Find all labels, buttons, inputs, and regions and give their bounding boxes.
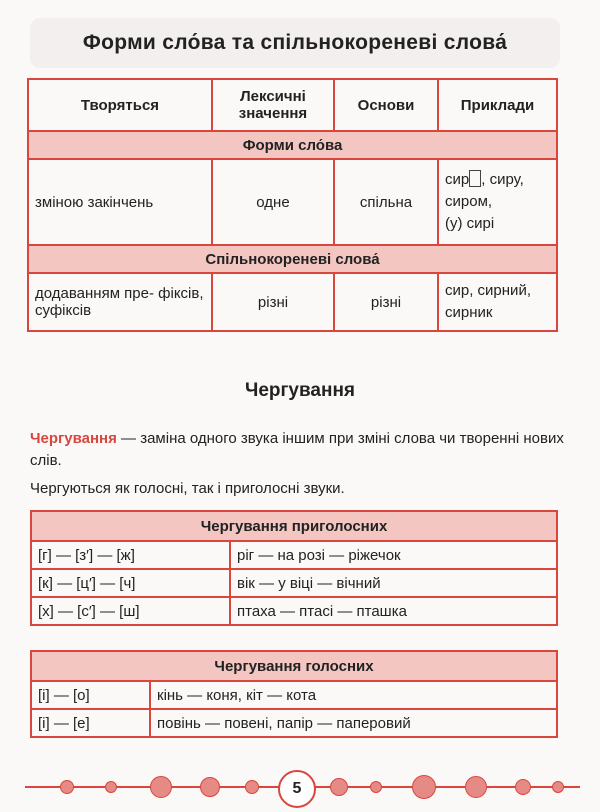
col-header-base: Основи — [334, 79, 438, 131]
decor-dot — [515, 779, 531, 795]
definition-term: Чергування — [30, 430, 117, 447]
decor-dot — [245, 780, 259, 794]
sounds-cell: [г] — [з′] — [ж] — [31, 541, 230, 569]
word-forms-table — [27, 78, 558, 332]
sounds-cell: [і] — [о] — [31, 681, 150, 709]
note-paragraph: Чергуються як голосні, так і приголосні звуки. — [30, 480, 345, 497]
page-title: Форми сло́ва та спільнокореневі слова́ — [30, 18, 560, 68]
section-cognates: Спільнокореневі слова́ — [28, 245, 557, 273]
cell-creation: зміною закінчень — [28, 159, 212, 245]
consonant-alternation-table — [30, 510, 558, 626]
cell-creation: додаванням пре- фіксів, суфіксів — [28, 273, 212, 331]
decor-dot — [60, 780, 74, 794]
cell-base: різні — [334, 273, 438, 331]
decor-dot — [465, 776, 487, 798]
example-word: сирник — [445, 304, 493, 321]
table-header: Чергування голосних — [31, 651, 557, 681]
cell-examples — [438, 159, 557, 245]
col-header-creation: Творяться — [28, 79, 212, 131]
decor-dot — [330, 778, 348, 796]
decor-dot — [370, 781, 382, 793]
page-number: 5 — [278, 770, 316, 808]
definition-paragraph — [30, 428, 570, 472]
decor-dot — [552, 781, 564, 793]
example-cell: вік — у віці — вічний — [230, 569, 557, 597]
example-word: сир, сирний, — [445, 282, 531, 299]
zero-ending-box — [469, 170, 481, 187]
sounds-cell: [і] — [е] — [31, 709, 150, 737]
section-heading: Чергування — [244, 380, 356, 401]
example-word: сир — [445, 171, 470, 188]
cell-meaning: різні — [212, 273, 334, 331]
cell-meaning: одне — [212, 159, 334, 245]
definition-text: — заміна одного звука іншим при зміні слова чи творенні нових слів. — [30, 430, 564, 469]
decor-dot — [412, 775, 436, 799]
sounds-cell: [к] — [ц′] — [ч] — [31, 569, 230, 597]
section-word-forms: Форми сло́ва — [28, 131, 557, 159]
cell-base: спільна — [334, 159, 438, 245]
table-header: Чергування приголосних — [31, 511, 557, 541]
decor-dot — [105, 781, 117, 793]
sounds-cell: [х] — [с′] — [ш] — [31, 597, 230, 625]
example-cell: ріг — на розі — ріжечок — [230, 541, 557, 569]
col-header-meaning: Лексичні значення — [212, 79, 334, 131]
vowel-alternation-table — [30, 650, 558, 738]
example-word: сиром, — [445, 193, 493, 210]
example-word: , сиру, — [481, 171, 524, 188]
example-word: (у) сирі — [445, 215, 495, 232]
example-cell: кінь — коня, кіт — кота — [150, 681, 557, 709]
decor-dot — [150, 776, 172, 798]
example-cell: птаха — птасі — пташка — [230, 597, 557, 625]
cell-examples — [438, 273, 557, 331]
example-cell: повінь — повені, папір — паперовий — [150, 709, 557, 737]
decor-dot — [200, 777, 220, 797]
col-header-examples: Приклади — [438, 79, 557, 131]
